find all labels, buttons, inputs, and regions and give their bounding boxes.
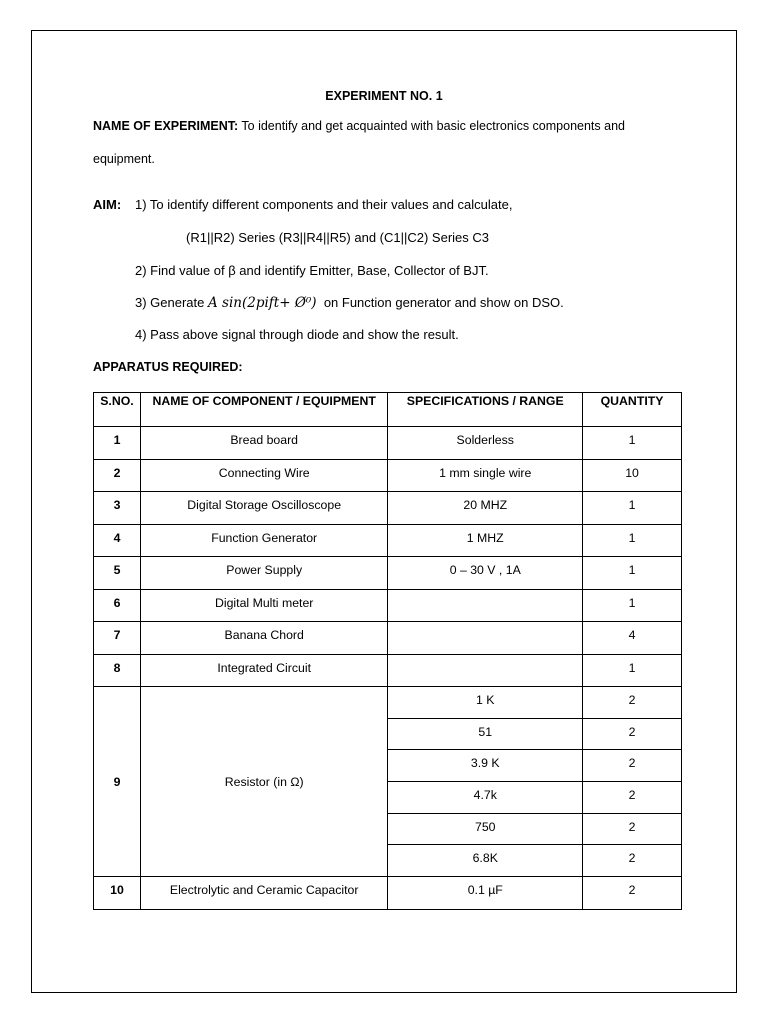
cell-qty: 2	[583, 718, 682, 750]
aim-item-1-expression: (R1||R2) Series (R3||R4||R5) and (C1||C2) Series C3	[186, 230, 489, 245]
cell-spec: 3.9 K	[388, 750, 583, 782]
table-row	[94, 654, 682, 687]
cell-name: Function Generator	[140, 524, 387, 557]
cell-qty: 2	[583, 687, 682, 719]
cell-name: Digital Storage Oscilloscope	[140, 492, 387, 525]
cell-qty: 1	[583, 557, 682, 590]
cell-name: Digital Multi meter	[140, 589, 387, 622]
aim-item-3-formula: A sin(2pift+ Ø⁰)	[208, 295, 317, 311]
cell-spec: 1 MHZ	[388, 524, 583, 557]
cell-name: Integrated Circuit	[140, 654, 387, 687]
cell-spec	[388, 622, 583, 655]
header-name: NAME OF COMPONENT / EQUIPMENT	[140, 393, 387, 427]
experiment-name-line2: equipment.	[93, 152, 155, 166]
cell-sno: 1	[94, 427, 141, 460]
aim-label: AIM:	[93, 197, 122, 212]
table-row	[94, 622, 682, 655]
apparatus-heading: APPARATUS REQUIRED:	[93, 360, 243, 374]
cell-sno: 7	[94, 622, 141, 655]
cell-sno: 9	[94, 687, 141, 877]
cell-qty: 4	[583, 622, 682, 655]
cell-name: Bread board	[140, 427, 387, 460]
cell-name: Electrolytic and Ceramic Capacitor	[140, 877, 387, 910]
cell-qty: 10	[583, 459, 682, 492]
cell-qty: 1	[583, 492, 682, 525]
experiment-name-line1	[93, 118, 625, 134]
cell-name: Connecting Wire	[140, 459, 387, 492]
cell-qty: 2	[583, 845, 682, 877]
table-row	[94, 877, 682, 910]
cell-spec: 6.8K	[388, 845, 583, 877]
cell-qty: 2	[583, 877, 682, 910]
cell-spec	[388, 589, 583, 622]
cell-qty: 1	[583, 654, 682, 687]
aim-item-1: 1) To identify different components and their values and calculate,	[135, 197, 513, 212]
cell-sno: 4	[94, 524, 141, 557]
cell-name: Power Supply	[140, 557, 387, 590]
cell-qty: 2	[583, 813, 682, 845]
cell-spec: 750	[388, 813, 583, 845]
cell-spec: 0.1 µF	[388, 877, 583, 910]
cell-spec: 1 K	[388, 687, 583, 719]
experiment-title: EXPERIMENT NO. 1	[325, 89, 443, 103]
aim-item-2: 2) Find value of β and identify Emitter, Base, Collector of BJT.	[135, 263, 489, 278]
header-quantity: QUANTITY	[583, 393, 682, 427]
cell-spec: 20 MHZ	[388, 492, 583, 525]
table-row-resistor	[94, 687, 682, 719]
cell-sno: 8	[94, 654, 141, 687]
aim-item-3-suffix: on Function generator and show on DSO.	[323, 295, 564, 310]
table-row	[94, 557, 682, 590]
cell-spec: 1 mm single wire	[388, 459, 583, 492]
cell-qty: 2	[583, 750, 682, 782]
experiment-name-label: NAME OF EXPERIMENT:	[93, 119, 239, 133]
experiment-name-text: To identify and get acquainted with basic electronics components and	[238, 119, 625, 133]
cell-sno: 6	[94, 589, 141, 622]
cell-sno: 10	[94, 877, 141, 910]
cell-spec: 0 – 30 V , 1A	[388, 557, 583, 590]
table-row	[94, 524, 682, 557]
table-header-row	[94, 393, 682, 427]
cell-spec: 51	[388, 718, 583, 750]
table-row	[94, 492, 682, 525]
cell-qty: 1	[583, 524, 682, 557]
table-row	[94, 589, 682, 622]
table-row	[94, 427, 682, 460]
cell-qty: 2	[583, 782, 682, 814]
cell-qty: 1	[583, 589, 682, 622]
header-sno: S.NO.	[94, 393, 141, 427]
cell-sno: 3	[94, 492, 141, 525]
cell-spec: 4.7k	[388, 782, 583, 814]
aim-item-3-prefix: 3) Generate	[135, 295, 205, 310]
apparatus-table	[93, 392, 682, 910]
cell-sno: 5	[94, 557, 141, 590]
cell-spec: Solderless	[388, 427, 583, 460]
header-spec: SPECIFICATIONS / RANGE	[388, 393, 583, 427]
cell-sno: 2	[94, 459, 141, 492]
aim-item-4: 4) Pass above signal through diode and show the result.	[135, 327, 459, 342]
cell-qty: 1	[583, 427, 682, 460]
cell-spec	[388, 654, 583, 687]
cell-name: Banana Chord	[140, 622, 387, 655]
cell-name: Resistor (in Ω)	[140, 687, 387, 877]
table-row	[94, 459, 682, 492]
aim-item-3	[135, 295, 564, 311]
